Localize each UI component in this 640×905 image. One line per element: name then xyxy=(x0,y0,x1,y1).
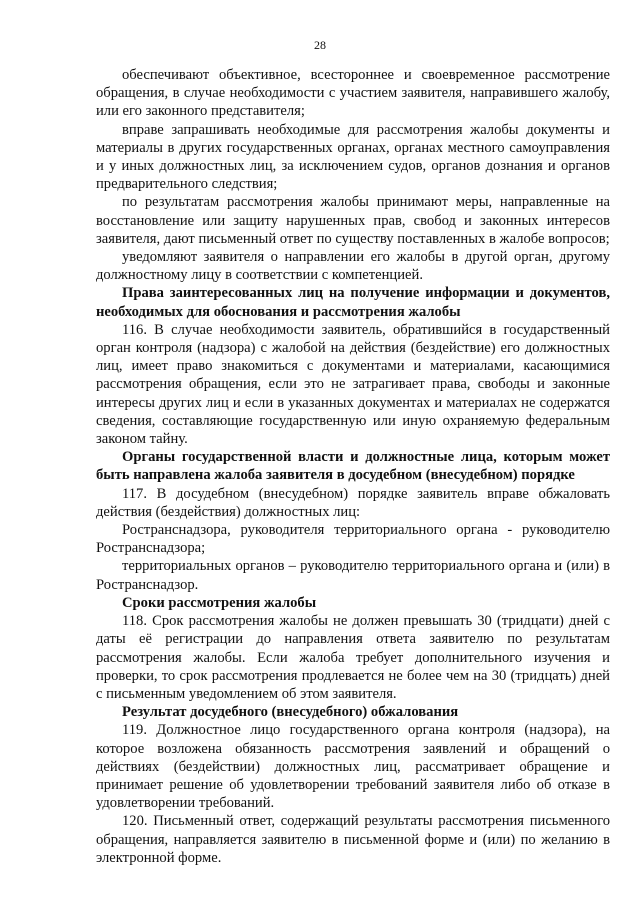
paragraph-116: 116. В случае необходимости заявитель, обратившийся в государственный орган контроля (надзора) с жалобой на действия (бездействие) его должностных лиц, имеет право знакомиться с документами и материалами, касающимися рассмотрения обращения, если это не затрагивает права, свободы и законные интересы других лиц и если в указанных документах и материалах не содержатся сведения, составляющие государственную или иную охраняемую федеральным законом тайну. xyxy=(96,321,610,448)
paragraph-take-measures: по результатам рассмотрения жалобы принимают меры, направленные на восстановление или защиту нарушенных прав, свобод и законных интересов заявителя, дают письменный ответ по существу поставленных в жалобе вопросов; xyxy=(96,194,610,247)
paragraph-119: 119. Должностное лицо государственного органа контроля (надзора), на которое возложена обязанность рассмотрения заявлений и обращений о действиях (бездействии) должностных лиц, рассматривает обращение и принимает решение об удовлетворении требований заявителя либо об отказе в удовлетворении требований. xyxy=(96,722,610,812)
paragraph-120: 120. Письменный ответ, содержащий результаты рассмотрения письменного обращения, направляется заявителю в письменной форме и (или) по желанию в электронной форме. xyxy=(96,813,610,866)
document-body xyxy=(96,66,610,867)
page-number: 28 xyxy=(314,38,326,52)
paragraph-118: 118. Срок рассмотрения жалобы не должен превышать 30 (тридцати) дней с даты её регистрации до направления ответа заявителю по результатам рассмотрения жалобы. Если жалоба требует дополнительного изучения и проверки, то срок рассмотрения продлевается не более чем на 30 (тридцать) дней с письменным уведомлением об этом заявителя. xyxy=(96,613,610,702)
heading-rights-of-parties: Права заинтересованных лиц на получение информации и документов, необходимых для обоснования и рассмотрения жалобы xyxy=(96,285,610,320)
heading-appeal-result: Результат досудебного (внесудебного) обжалования xyxy=(122,704,459,721)
paragraph-ensure-review: обеспечивают объективное, всестороннее и своевременное рассмотрение обращения, в случае необходимости с участием заявителя, направившего жалобу, или его законного представителя; xyxy=(96,67,610,120)
paragraph-117: 117. В досудебном (внесудебном) порядке заявитель вправе обжаловать действия (бездействия) должностных лиц: xyxy=(96,485,610,520)
heading-authorities: Органы государственной власти и должностные лица, которым может быть направлена жалоба заявителя в досудебном (внесудебном) порядке xyxy=(96,449,610,484)
paragraph-request-documents: вправе запрашивать необходимые для рассмотрения жалобы документы и материалы в других государственных органах, органах местного самоуправления и у иных должностных лиц, за исключением судов, органов дознания и органов предварительного следствия; xyxy=(96,121,610,193)
heading-review-terms: Сроки рассмотрения жалобы xyxy=(122,594,317,611)
paragraph-notify-applicant: уведомляют заявителя о направлении его жалобы в другой орган, другому должностному лицу в соответствии с компетенцией. xyxy=(96,249,610,284)
paragraph-117-territorial: территориальных органов – руководителю территориального органа и (или) в Ространснадзор. xyxy=(96,558,610,593)
paragraph-117-rostransnadzor: Ространснадзора, руководителя территориального органа - руководителю Ространснадзора; xyxy=(96,522,610,557)
